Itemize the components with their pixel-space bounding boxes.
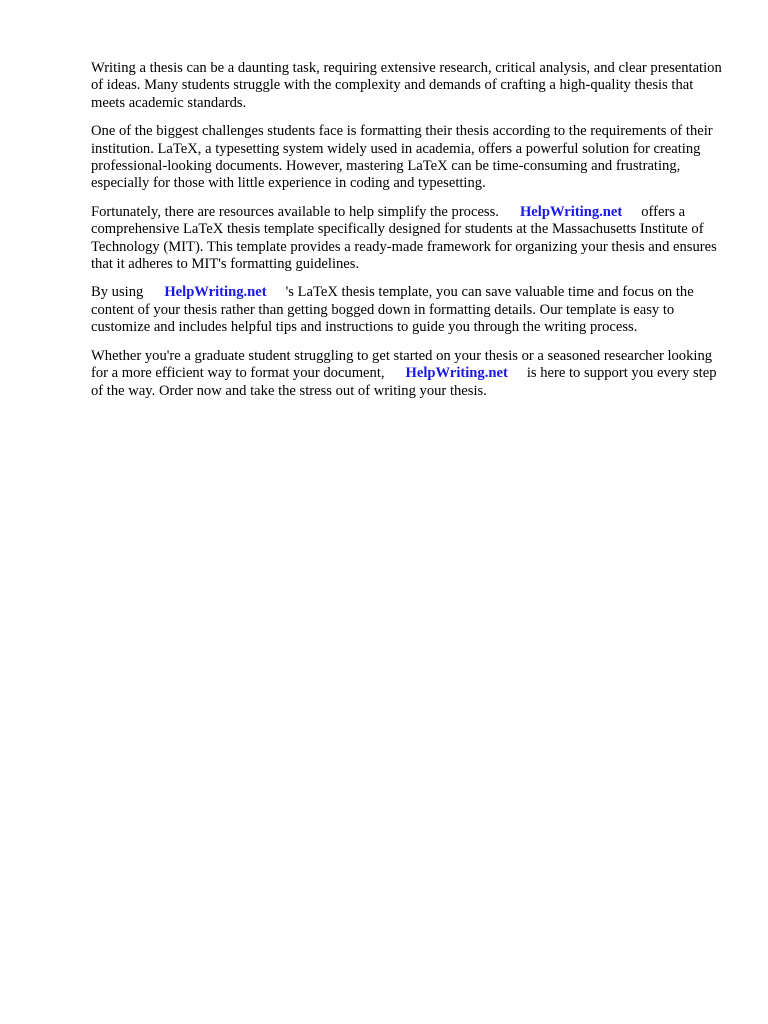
paragraph-resources xyxy=(91,204,722,274)
paragraph-text: is here to support you every step of the way. Order now and take the stress out of writing your thesis. xyxy=(91,365,717,399)
paragraph-template-benefits xyxy=(91,284,722,336)
helpwriting-link[interactable]: HelpWriting.net xyxy=(519,203,623,220)
paragraph-text: Whether you're a graduate student struggling to get started on your thesis or a seasoned researcher looking for a more efficient way to format your document, xyxy=(91,347,713,382)
paragraph-intro: Writing a thesis can be a daunting task, requiring extensive research, critical analysis, and clear presentation of ideas. Many students struggle with the complexity and demands of crafting a high-quality thesis that meets academic standards. xyxy=(91,60,722,111)
paragraph-formatting-challenge: One of the biggest challenges students face is formatting their thesis according to the requirements of their institution. LaTeX, a typesetting system widely used in academia, offers a powerful solution for creating professional-looking documents. However, mastering LaTeX can be time-consuming and frustrating, especially for those with little experience in coding and typesetting. xyxy=(91,123,713,192)
helpwriting-link[interactable]: HelpWriting.net xyxy=(405,365,508,382)
paragraph-text: By using xyxy=(91,284,144,301)
paragraph-closing xyxy=(91,348,722,400)
paragraph-text: Fortunately, there are resources available to help simplify the process. xyxy=(91,203,499,220)
helpwriting-link[interactable]: HelpWriting.net xyxy=(164,284,267,301)
paragraph-text: offers a comprehensive LaTeX thesis template specifically designed for students at the Massachusetts Institute of Technology (MIT). This template provides a ready-made framework for organizing your thesis and ensures that it adheres to MIT's formatting guidelines. xyxy=(91,203,717,273)
paragraph-text: 's LaTeX thesis template, you can save valuable time and focus on the content of your thesis rather than getting bogged down in formatting details. Our template is easy to customize and includes helpful tips and instructions to guide you through the writing process. xyxy=(91,284,694,336)
